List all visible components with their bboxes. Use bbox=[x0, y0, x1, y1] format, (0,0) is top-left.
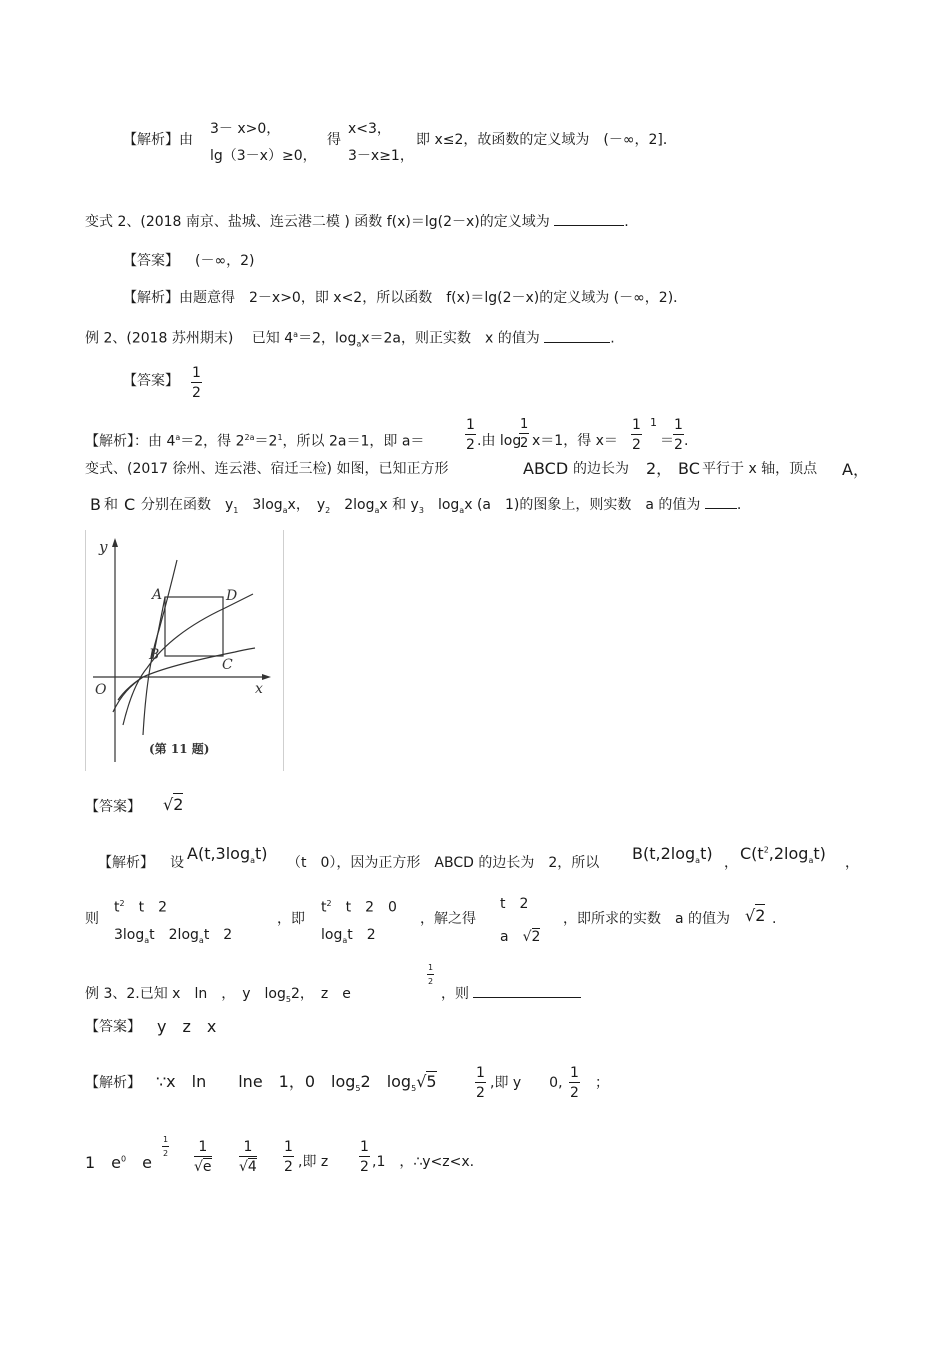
variant3-mid: 的边长为 bbox=[573, 461, 629, 477]
system2-line-a: x<3， bbox=[348, 121, 391, 137]
system-a-line1: $t^2$ t 2 bbox=[114, 899, 167, 916]
label-b: B bbox=[149, 647, 160, 663]
system-c-line2: a √2 bbox=[500, 929, 541, 945]
ji-word: ，即 bbox=[277, 911, 305, 927]
variant2-solution: 【解析】由题意得 2－x>0，即 x<2，所以函数 f(x)＝lg(2－x)的定义域为 (－∞，2)． bbox=[123, 290, 688, 306]
equals-sign: ＝ bbox=[660, 433, 674, 449]
variant2-answer-tag: 【答案】 bbox=[123, 253, 179, 269]
point-c-coords: $C(t^2,2\log_at)$ bbox=[740, 844, 826, 866]
variant3-answer-tag: 【答案】 bbox=[85, 799, 141, 815]
system1-line-a: 3－ x>0， bbox=[210, 121, 281, 137]
variant3-line1-pre: 变式、(2017 徐州、连云港、宿迁三检) 如图，已知正方形 bbox=[85, 461, 449, 477]
variant3-final: ，即所求的实数 a 的值为 bbox=[563, 911, 731, 927]
system-b-line1: $t^2$ t 2 0 bbox=[321, 899, 397, 916]
analysis-1-tail: 即 x≤2，故函数的定义域为 (－∞，2]． bbox=[416, 132, 677, 148]
log-base-half: $\frac{1}{2}$ bbox=[520, 417, 529, 451]
example2-answer-tag: 【答案】 bbox=[123, 373, 179, 389]
variant3-c: C bbox=[124, 495, 136, 514]
example3-ze: ，则 bbox=[441, 987, 581, 1001]
label-c: C bbox=[222, 657, 233, 673]
example3-answer: y z x bbox=[157, 1017, 217, 1036]
e-exponent-half: $\frac{1}{2}$ bbox=[428, 963, 434, 986]
variant3-abcd: ABCD bbox=[523, 459, 569, 478]
final-sqrt: √2 bbox=[745, 906, 766, 925]
x-axis-arrow-icon bbox=[262, 674, 271, 680]
half-fraction-7: $\frac{1}{2}$ bbox=[360, 1139, 369, 1175]
variant3-solution-tag: 【解析】 bbox=[98, 855, 154, 871]
variant3-bc: BC bbox=[678, 459, 700, 478]
curve-y2 bbox=[123, 594, 253, 725]
ze-word: 则 bbox=[85, 911, 99, 927]
half-fraction-4: $\frac{1}{2}$ bbox=[476, 1065, 485, 1101]
jiezhi-word: ，解之得 bbox=[420, 911, 476, 927]
example3-sol-line2-a: 1 $e^0$ e bbox=[85, 1153, 152, 1172]
analysis-tag-1: 【解析】由 bbox=[123, 132, 193, 148]
variant2-question: 变式 2、(2018 南京、盐城、连云港二模 ) 函数 f(x)＝lg(2－x)的定义域为 . bbox=[85, 214, 629, 230]
variant3-she: 设 bbox=[170, 855, 184, 871]
de-word: 得 bbox=[327, 132, 341, 148]
system2-line-b: 3－x≥1， bbox=[348, 148, 414, 164]
variant3-he: 和 bbox=[104, 497, 118, 513]
half-fraction-2: $\frac{1}{2}$ bbox=[632, 417, 641, 453]
system1-line-b: lg（3－x）≥0， bbox=[210, 148, 317, 164]
half-fraction-3: $\frac{1}{2}$ bbox=[674, 417, 683, 453]
example2-solution-de: x＝1，得 x＝ bbox=[532, 433, 618, 449]
example3-question: 例 3、2.已知 x ln ， y $\log_52$， z e bbox=[85, 986, 351, 1004]
variant2-answer: (－∞，2) bbox=[195, 253, 255, 269]
example3-ji-y: ,即 y 0, bbox=[490, 1075, 563, 1091]
example2-solution-you: .由 log bbox=[477, 433, 522, 449]
label-origin: O bbox=[95, 682, 107, 698]
example2-solution-a: 【解析】：由 $4^a=2$，得 $2^{2a}=2^1$，所以 2a＝1，即 a＝ bbox=[85, 433, 425, 450]
reciprocal-sqrt-e: $\frac{1}{√e}$ bbox=[194, 1139, 212, 1175]
half-fraction-1: $\frac{1}{2}$ bbox=[466, 417, 475, 453]
system-a-line2: $3\log_at$ $2\log_at$ 2 bbox=[114, 927, 233, 945]
square-abcd bbox=[165, 597, 223, 656]
variant3-line1-post: 平行于 x 轴，顶点 bbox=[702, 461, 818, 477]
variant3-functions: 分别在函数 $y_1$ $3\log_ax$， $y_2$ $2\log_ax$ 和 $y_3$ $\log_ax$ (a 1)的图象上，则实数 a 的值为 . bbox=[141, 497, 742, 515]
label-d: D bbox=[226, 588, 238, 604]
reciprocal-sqrt-4: $\frac{1}{√4}$ bbox=[239, 1139, 257, 1175]
point-b-coords: $B(t,2\log_at)$ bbox=[632, 844, 713, 866]
variant3-a: A， bbox=[842, 460, 869, 479]
y-axis-arrow-icon bbox=[112, 538, 118, 547]
label-y: y bbox=[99, 538, 108, 556]
system-c-line1: t 2 bbox=[500, 896, 529, 912]
example3-sol-line1: ∵x ln lne 1，0 $\log_52$ $\log_5√5$ bbox=[156, 1072, 437, 1094]
e-exponent-neg-half: $\frac{1}{2}$ bbox=[163, 1135, 169, 1158]
half-fraction-5: $\frac{1}{2}$ bbox=[570, 1065, 579, 1101]
example3-solution-tag: 【解析】 bbox=[85, 1075, 141, 1091]
variant3-answer-sqrt: √2 bbox=[163, 795, 184, 814]
example2-answer-fraction: $\frac{1}{2}$ bbox=[192, 365, 201, 401]
point-a-coords: $A(t,3\log_at)$ bbox=[187, 844, 268, 866]
curve-y3 bbox=[113, 648, 255, 712]
square-figure bbox=[85, 530, 284, 771]
half-fraction-6: $\frac{1}{2}$ bbox=[284, 1139, 293, 1175]
example3-answer-tag: 【答案】 bbox=[85, 1019, 141, 1035]
example3-conclusion: ,1 ，∴y<z<x. bbox=[372, 1154, 475, 1170]
label-a: A bbox=[152, 587, 163, 603]
example2-question: 例 2、(2018 苏州期末) 已知 $4^a=2$，$\log_ax=2a$，则正实数 x 的值为 . bbox=[85, 330, 615, 349]
example3-ji-z: ,即 z bbox=[298, 1154, 329, 1170]
variant3-sol-mid: （t 0），因为正方形 ABCD 的边长为 2，所以 bbox=[287, 855, 600, 871]
label-x: x bbox=[255, 681, 263, 697]
exponent-one: 1 bbox=[650, 416, 657, 429]
variant3-two: 2， bbox=[646, 459, 673, 478]
comma-2: ， bbox=[845, 855, 859, 871]
figure-caption: (第 11 题) bbox=[149, 742, 210, 756]
period: . bbox=[684, 433, 689, 449]
semicolon: ； bbox=[595, 1075, 609, 1091]
final-period: . bbox=[772, 911, 777, 927]
variant3-b: B bbox=[90, 495, 101, 514]
comma-1: ， bbox=[724, 855, 738, 871]
system-b-line2: $\log_at$ 2 bbox=[321, 927, 376, 945]
